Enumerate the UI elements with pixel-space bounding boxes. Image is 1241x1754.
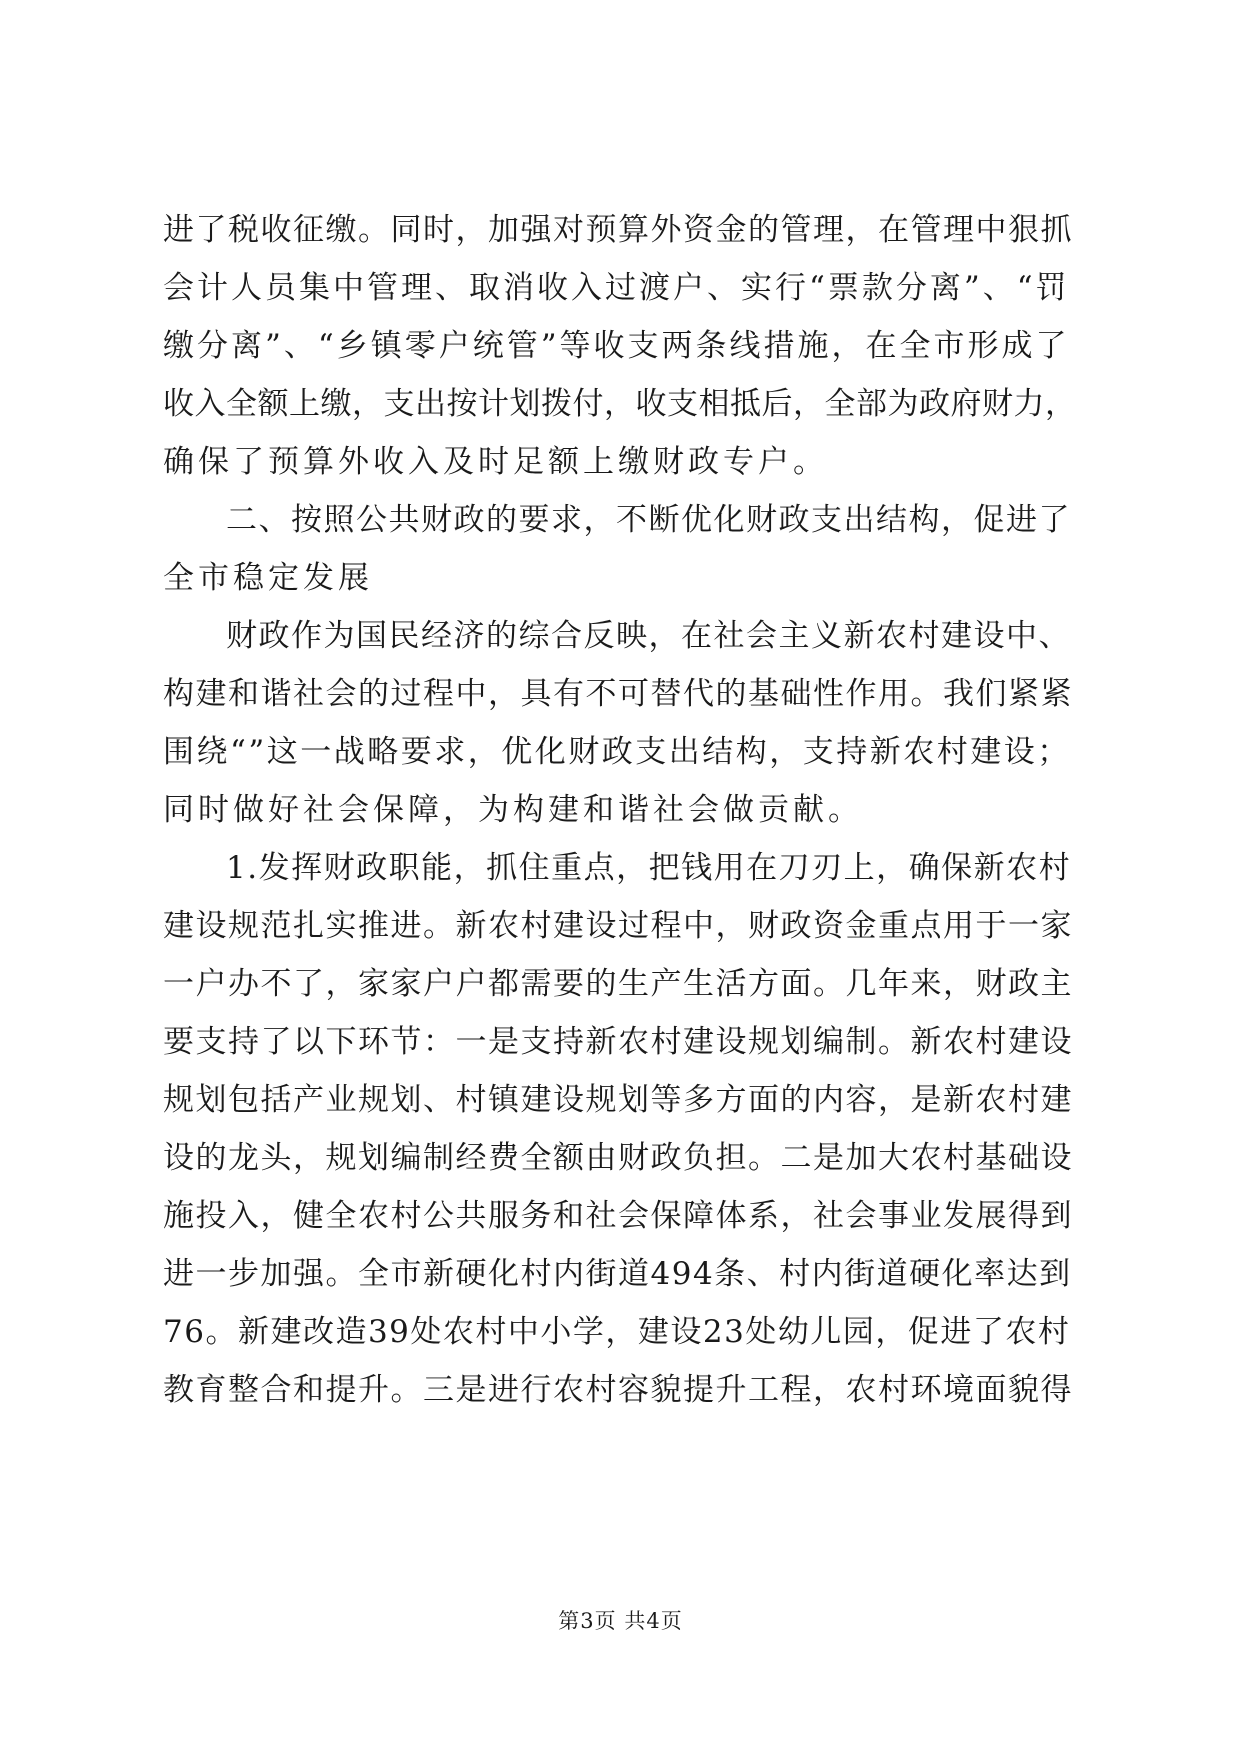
section-heading-line: 二、按照公共财政的要求，不断优化财政支出结构，促进了	[226, 502, 1071, 538]
text-line: 教育整合和提升。三是进行农村容貌提升工程，农村环境面貌得	[163, 1372, 1073, 1408]
text-line: 确保了预算外收入及时足额上缴财政专户。	[163, 444, 828, 480]
text-line: 围绕“”这一战略要求，优化财政支出结构，支持新农村建设；	[163, 734, 1071, 770]
page-number-footer: 第3页 共4页	[558, 1609, 683, 1633]
text-line: 进了税收征缴。同时，加强对预算外资金的管理，在管理中狠抓	[163, 212, 1073, 248]
text-line: 会计人员集中管理、取消收入过渡户、实行“票款分离”、“罚	[163, 270, 1070, 306]
text-line: 设的龙头，规划编制经费全额由财政负担。二是加大农村基础设	[163, 1140, 1073, 1176]
text-line: 收入全额上缴，支出按计划拨付，收支相抵后，全部为政府财力，	[163, 386, 1077, 422]
text-line: 同时做好社会保障，为构建和谐社会做贡献。	[163, 792, 863, 828]
section-heading-line: 全市稳定发展	[163, 560, 373, 596]
text-line: 财政作为国民经济的综合反映，在社会主义新农村建设中、	[226, 618, 1071, 654]
text-line: 1.发挥财政职能，抓住重点，把钱用在刀刃上，确保新农村	[226, 850, 1072, 886]
text-line: 一户办不了，家家户户都需要的生产生活方面。几年来，财政主	[163, 966, 1073, 1002]
text-line: 构建和谐社会的过程中，具有不可替代的基础性作用。我们紧紧	[163, 676, 1073, 712]
text-line: 规划包括产业规划、村镇建设规划等多方面的内容，是新农村建	[163, 1082, 1073, 1118]
text-line: 要支持了以下环节：一是支持新农村建设规划编制。新农村建设	[163, 1024, 1073, 1060]
text-line: 进一步加强。全市新硬化村内街道494条、村内街道硬化率达到	[163, 1256, 1072, 1292]
text-line: 缴分离”、“乡镇零户统管”等收支两条线措施，在全市形成了	[163, 328, 1070, 364]
text-line: 建设规范扎实推进。新农村建设过程中，财政资金重点用于一家	[163, 908, 1073, 944]
text-line: 施投入，健全农村公共服务和社会保障体系，社会事业发展得到	[163, 1198, 1073, 1234]
text-line: 76。新建改造39处农村中小学，建设23处幼儿园，促进了农村	[163, 1314, 1071, 1350]
